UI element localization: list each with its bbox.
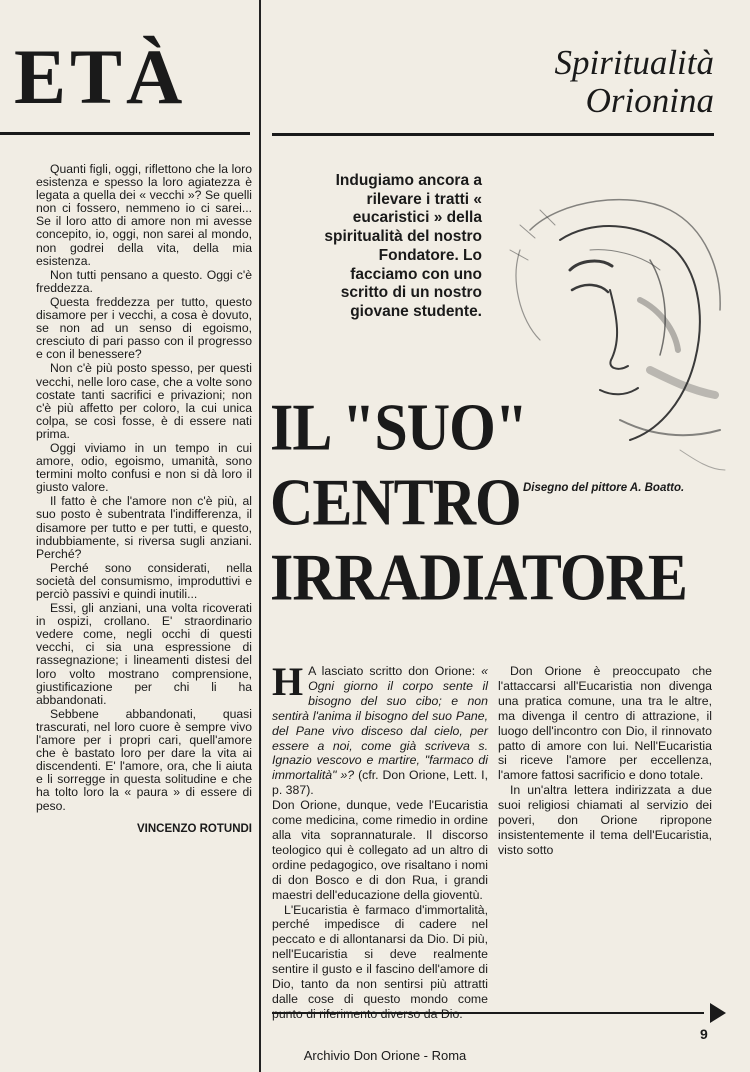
- article-column-2: [498, 664, 712, 858]
- article-title: [270, 390, 687, 615]
- header-rule-right: [272, 133, 714, 136]
- left-paragraph: Perché sono considerati, nella società del consumismo, improduttivi e perciò passivi e quindi inutili...: [36, 560, 252, 601]
- citation: (cfr. Don Orione, Lett. I, p. 387).: [272, 768, 488, 798]
- footer-rule: [272, 1012, 704, 1014]
- series-title-line2: Orionina: [585, 81, 714, 120]
- left-paragraph: Essi, gli anziani, una volta ricoverati in ospizi, crollano. E' straordinario vedere come, negli occhi di questi vecchi, ci sia una espressione di rassegnazione; i lineamenti distesi del loro volto mostrano comprensione, giustificazione per chi li ha abbandonati.: [36, 601, 252, 707]
- series-title: [555, 44, 714, 120]
- article-paragraph: Don Orione è preoccupato che l'attaccarsi all'Eucaristia non divenga una pratica comune, una tra le altre, ma divenga il centro di attrazione, il luogo dell'incontro con Dio, il rinnovato patto di amore con lui. Nell'Eucaristia si riceve l'amore per eccellenza, l'amore fattosi sacrificio e dono totale.: [498, 664, 712, 783]
- column-divider: [259, 0, 261, 1072]
- article-paragraph: [272, 659, 488, 798]
- article-paragraph: Don Orione, dunque, vede l'Eucaristia come medicina, come rimedio in ordine alla vita soprannaturale. Il discorso teologico qui è collegato ad un altro di ordine pedagogico, ove risaltano i nomi di don Bosco e di don Rua, i grandi maestri dell'educazione della gioventù.: [272, 798, 488, 902]
- left-paragraph: Oggi viviamo in un tempo in cui amore, odio, egoismo, umanità, sono termini molto confusi e non si dà loro il giusto valore.: [36, 440, 252, 495]
- title-line2: CENTRO: [270, 465, 521, 539]
- title-line1: IL "SUO": [270, 390, 528, 464]
- left-paragraph: Non c'è più posto spesso, per questi vecchi, nelle loro case, che a volte sono costate tanti sacrifici e privazioni; non c'è più affetto per coloro, la cui unica colpa, se così fosse, è di essere nati prima.: [36, 361, 252, 441]
- section-title: ETÀ: [14, 33, 187, 120]
- orione-quote: « Ogni giorno il corpo sente il bisogno del suo cibo; e non sentirà l'anima il bisogno del suo Pane, del Pane vivo disceso dal cielo, per essere a noi, come già scriveva s. Ignazio vescovo e martire, "farmaco di immortalità" »?: [272, 664, 488, 783]
- series-title-line1: Spiritualità: [554, 43, 714, 82]
- title-line3: IRRADIATORE: [270, 540, 687, 614]
- article-column-1: [272, 659, 488, 1022]
- author-name: VINCENZO ROTUNDI: [137, 822, 252, 835]
- archive-credit: Archivio Don Orione - Roma: [303, 1048, 467, 1063]
- left-paragraph: Questa freddezza per tutto, questo disamore per i vecchi, a cosa è dovuto, se non ad un senso di egoismo, cresciuto di pari passo con il progresso e con il benessere?: [36, 294, 252, 362]
- left-paragraph: Sebbene abbandonati, quasi trascurati, nel loro cuore è sempre vivo l'amore per i propri cari, quell'amore che è bastato loro per dare la vita ai discendenti. E' l'amore, ora, che li aiuta e li sorregge in questa solitudine e che ha tolto loro la « paura » di essere di peso.: [36, 706, 252, 813]
- paragraph-start: A lasciato scritto don Orione:: [308, 664, 482, 678]
- intro-text: Indugiamo ancora a rilevare i tratti « eucaristici » della spiritualità del nostro Fondatore. Lo facciamo con uno scritto di un nostro giovane studente.: [324, 172, 482, 320]
- continue-arrow-icon: [710, 1003, 726, 1023]
- left-column-article: [36, 163, 252, 837]
- left-paragraph: Non tutti pensano a questo. Oggi c'è freddezza.: [36, 267, 252, 295]
- drop-cap: H: [272, 659, 304, 704]
- page-number: 9: [700, 1026, 708, 1042]
- article-paragraph: In un'altra lettera indirizzata a due suoi religiosi chiamati al servizio dei poveri, don Orione ripropone insistentemente il tema dell'Eucaristia, visto sotto: [498, 783, 712, 857]
- left-paragraph: Quanti figli, oggi, riflettono che la loro esistenza e spesso la loro agiatezza è legata a quella dei « vecchi »? Se quelli non ci fossero, nemmeno io ci sarei... Se il loro atto di amore non mi avesse concepito, io, oggi, non sarei al mondo, non godrei della vita, della mia esistenza.: [36, 162, 252, 268]
- header-rule-left: [0, 132, 250, 135]
- article-paragraph: L'Eucaristia è farmaco d'immortalità, perché impedisce di cadere nel peccato e di allontanarsi da Dio. Di più, nell'Eucaristia si deve realmente sentire il gusto e il fascino dell'amore di Dio, tanto da non sentirsi più attratti dalle cose di questo mondo come: [272, 902, 488, 1006]
- left-paragraph: Il fatto è che l'amore non c'è più, al suo posto è subentrata l'indifferenza, il disamore per tutto e per tutti, e questo, indubbiamente, si riversa sugli anziani. Perché?: [36, 494, 252, 561]
- illustration-caption: Disegno del pittore A. Boatto.: [523, 482, 685, 494]
